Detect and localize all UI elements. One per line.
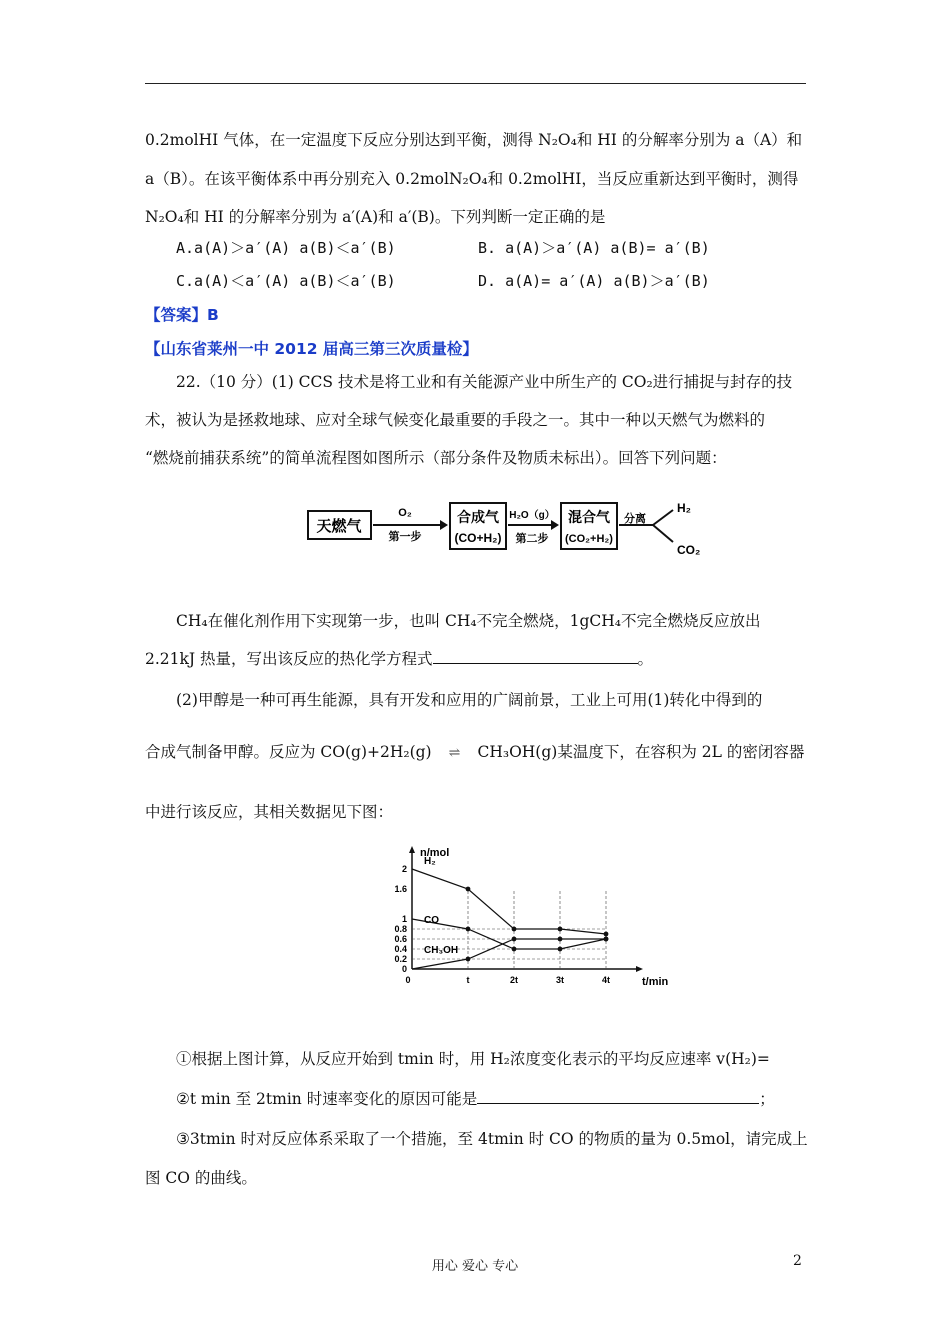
option-a: A.a(A)＞a′(A) a(B)＜a′(B) [176, 239, 396, 257]
data-point [604, 937, 609, 942]
answer-blank-reason[interactable] [477, 1089, 759, 1104]
data-point [558, 927, 563, 932]
flow-box-mixed-gas-top: 混合气 [568, 509, 610, 525]
flow-arrow2-top: H₂O（g） [509, 510, 555, 521]
data-point [558, 947, 563, 952]
option-c: C.a(A)＜a′(A) a(B)＜a′(B) [176, 272, 396, 290]
x-axis-label: t/min [642, 976, 669, 988]
flow-diagram [305, 498, 705, 568]
q21-line-1: 0.2molHI 气体，在一定温度下反应分别达到平衡，测得 N₂O₄和 HI 的分解率分别为 a（A）和 [145, 131, 803, 149]
equilibrium-arrow-icon: ⇌ [448, 745, 461, 761]
data-point [466, 887, 471, 892]
q22-line-4: CH₄在催化剂作用下实现第一步，也叫 CH₄不完全燃烧，1gCH₄不完全燃烧反应放出 [176, 612, 761, 630]
data-point [512, 927, 517, 932]
series-label: CO [424, 915, 439, 926]
answer: 【答案】B [145, 306, 219, 324]
series-label: CH₃OH [424, 945, 459, 956]
sub-question-2 [176, 1087, 775, 1109]
data-point [466, 927, 471, 932]
data-point [512, 937, 517, 942]
data-point [512, 947, 517, 952]
q22-line-6: (2)甲醇是一种可再生能源，具有开发和应用的广阔前景，工业上可用(1)转化中得到的 [176, 691, 763, 709]
q22-line-5-end: 。 [637, 650, 654, 668]
flow-box-natural-gas-label: 天燃气 [316, 518, 362, 535]
footer-text: 用心 爱心 专心 [431, 1259, 519, 1274]
q22-line-5 [145, 647, 653, 669]
q22-line-1: 22.（10 分）(1) CCS 技术是将工业和有关能源产业中所生产的 CO₂进行捕捉与封存的技 [176, 373, 793, 391]
header-rule [145, 83, 806, 84]
x-tick-label: t [466, 975, 470, 985]
q22-line-8: 中进行该反应，其相关数据见下图： [145, 803, 394, 821]
data-point [558, 937, 563, 942]
flow-separation-label: 分离 [624, 513, 646, 525]
sub-question-2-end: ； [759, 1090, 775, 1108]
y-tick-label: 1 [401, 914, 407, 924]
q22-line-3: “燃烧前捕获系统”的简单流程图如图所示（部分条件及物质未标出）。回答下列问题： [145, 449, 727, 467]
data-point [466, 957, 471, 962]
flow-box-syngas-top: 合成气 [457, 509, 499, 525]
flow-box-syngas-bottom: (CO+H₂) [454, 531, 502, 545]
flow-arrow1-top: O₂ [398, 507, 412, 519]
q21-line-3: N₂O₄和 HI 的分解率分别为 a′(A)和 a′(B)。下列判断一定正确的是 [145, 208, 606, 226]
flow-output-co2: CO₂ [677, 543, 701, 557]
sub-question-1: ①根据上图计算，从反应开始到 tmin 时，用 H₂浓度变化表示的平均反应速率 v(H₂)= [176, 1050, 770, 1068]
flow-arrow1-bottom: 第一步 [388, 531, 422, 543]
q22-line-5-text: 2.21kJ 热量，写出该反应的热化学方程式 [145, 650, 433, 668]
sub-question-3-cont: 图 CO 的曲线。 [145, 1169, 257, 1187]
q22-line-7 [145, 740, 804, 762]
sub-question-2-text: ②t min 至 2tmin 时速率变化的原因可能是 [176, 1090, 478, 1108]
y-axis-arrow [409, 846, 415, 853]
y-tick-label: 0 [401, 964, 407, 974]
x-axis-arrow [636, 966, 643, 972]
q21-line-2: a（B）。在该平衡体系中再分别充入 0.2molN₂O₄和 0.2molHI，当反应重新达到平衡时，测得 [145, 170, 799, 188]
source-heading: 【山东省莱州一中 2012 届高三第三次质量检】 [145, 340, 478, 358]
flow-box-mixed-gas-bottom: (CO₂+H₂) [565, 533, 613, 545]
q22-line-7-right: CH₃OH(g)某温度下，在容积为 2L 的密闭容器 [477, 743, 805, 761]
sub-question-3: ③3tmin 时对反应体系采取了一个措施，至 4tmin 时 CO 的物质的量为 0.5mol，请完成上 [176, 1130, 808, 1148]
x-tick-label: 0 [405, 975, 411, 985]
flow-arrow2-bottom: 第二步 [515, 533, 549, 545]
y-tick-label: 0.4 [394, 944, 407, 954]
y-tick-label: 2 [401, 864, 407, 874]
q22-line-7-left: 合成气制备甲醇。反应为 CO(g)+2H₂(g) [145, 743, 432, 761]
data-point [604, 932, 609, 937]
x-tick-label: 3t [555, 975, 565, 985]
y-tick-label: 0.2 [394, 954, 407, 964]
option-d: D. a(A)= a′(A) a(B)＞a′(B) [478, 272, 710, 290]
page-number: 2 [793, 1253, 802, 1269]
y-tick-label: 0.6 [394, 934, 407, 944]
chart [380, 845, 690, 995]
y-tick-label: 0.8 [394, 924, 407, 934]
q22-line-2: 术，被认为是拯救地球、应对全球气候变化最重要的手段之一。其中一种以天燃气为燃料的 [145, 411, 766, 429]
y-axis-label: n/mol [420, 847, 450, 859]
x-tick-label: 4t [601, 975, 611, 985]
x-tick-label: 2t [509, 975, 519, 985]
series-label: H₂ [424, 856, 436, 867]
y-tick-label: 1.6 [394, 884, 407, 894]
option-b: B. a(A)＞a′(A) a(B)= a′(B) [478, 239, 710, 257]
answer-blank-equation[interactable] [433, 649, 638, 664]
flow-output-h2: H₂ [677, 501, 691, 515]
